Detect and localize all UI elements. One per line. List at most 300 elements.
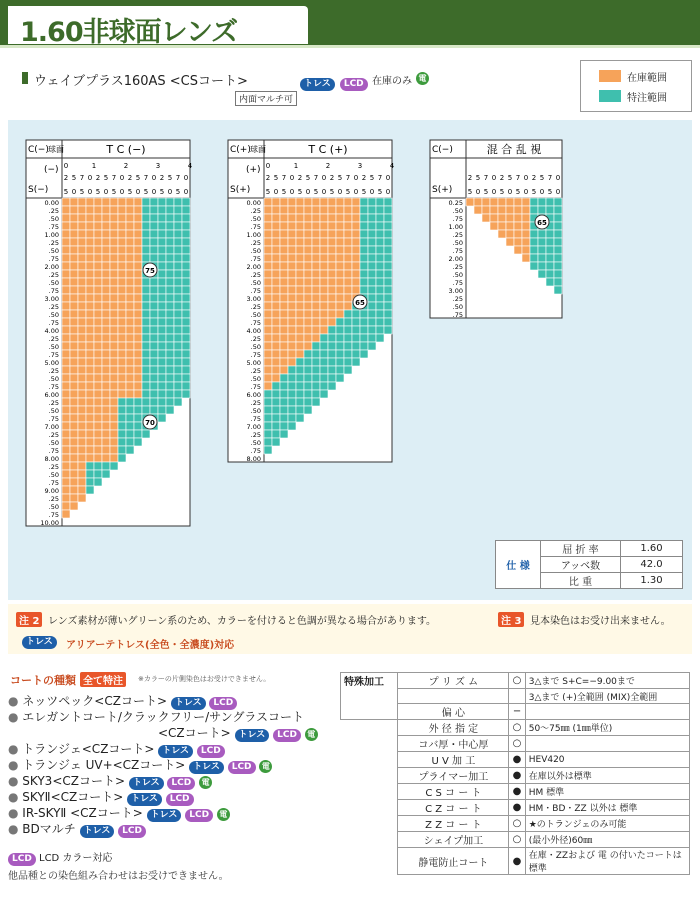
proc-v: 在庫・ZZおよび 電 の付いたコートは標準 — [525, 848, 689, 875]
range-cell — [150, 310, 158, 318]
range-cell — [336, 358, 344, 366]
range-cell — [94, 382, 102, 390]
range-cell — [142, 406, 150, 414]
range-cell — [490, 214, 498, 222]
range-cell — [134, 294, 142, 302]
range-cell — [62, 478, 70, 486]
range-cell — [336, 270, 344, 278]
range-cell — [78, 270, 86, 278]
range-cell — [94, 302, 102, 310]
range-cell — [554, 238, 562, 246]
row-label: .50 — [452, 303, 463, 311]
range-cell — [134, 286, 142, 294]
range-cell — [320, 334, 328, 342]
range-cell — [296, 238, 304, 246]
range-cell — [158, 342, 166, 350]
range-cell — [384, 318, 392, 326]
row-label: .25 — [48, 367, 59, 375]
proc-m: ● — [509, 784, 525, 800]
range-cell — [150, 222, 158, 230]
range-cell — [328, 318, 336, 326]
range-cell — [86, 350, 94, 358]
proc-k: プ リ ズ ム — [398, 673, 509, 689]
range-cell — [62, 246, 70, 254]
col-head-bot: 5 — [329, 188, 335, 196]
range-cell — [158, 318, 166, 326]
range-cell — [118, 350, 126, 358]
range-cell — [360, 214, 368, 222]
range-cell — [62, 486, 70, 494]
row-label: .25 — [250, 303, 261, 311]
range-cell — [134, 198, 142, 206]
range-cell — [182, 382, 190, 390]
range-cell — [70, 294, 78, 302]
range-cell — [296, 358, 304, 366]
coat-section — [0, 662, 690, 892]
range-cell — [384, 238, 392, 246]
range-cell — [86, 270, 94, 278]
row-label: .75 — [48, 351, 59, 359]
range-cell — [94, 230, 102, 238]
range-cell — [94, 478, 102, 486]
range-cell — [70, 214, 78, 222]
range-cell — [70, 438, 78, 446]
range-cell — [166, 238, 174, 246]
range-cell — [312, 198, 320, 206]
range-cell — [118, 246, 126, 254]
range-cell — [264, 302, 272, 310]
proc-m: ○ — [509, 736, 525, 752]
table-cell — [341, 832, 398, 848]
col-head-top: 4 — [187, 162, 193, 170]
range-cell — [288, 310, 296, 318]
range-cell — [546, 230, 554, 238]
proc-v: (最小外径)60㎜ — [525, 832, 689, 848]
range-cell — [110, 214, 118, 222]
range-cell — [158, 238, 166, 246]
col-head-bot: 0 — [385, 188, 391, 196]
range-cell — [304, 310, 312, 318]
range-cell — [272, 222, 280, 230]
col-head-bot: 5 — [531, 188, 537, 196]
range-cell — [126, 382, 134, 390]
col-head-mid: 7 — [143, 174, 149, 182]
col-head-bot: 0 — [305, 188, 311, 196]
row-label: .75 — [48, 255, 59, 263]
range-cell — [110, 254, 118, 262]
col-head-top: 3 — [155, 162, 161, 170]
range-cell — [94, 438, 102, 446]
range-cell — [288, 270, 296, 278]
range-cell — [272, 230, 280, 238]
range-cell — [264, 246, 272, 254]
range-cell — [118, 230, 126, 238]
row-label: .75 — [250, 447, 261, 455]
range-cell — [118, 366, 126, 374]
range-cell — [280, 230, 288, 238]
range-cell — [150, 246, 158, 254]
range-cell — [336, 254, 344, 262]
range-cell — [86, 406, 94, 414]
range-cell — [102, 390, 110, 398]
range-cell — [142, 230, 150, 238]
range-cell — [102, 414, 110, 422]
range-cell — [384, 270, 392, 278]
range-cell — [336, 230, 344, 238]
range-cell — [110, 302, 118, 310]
range-cell — [166, 246, 174, 254]
range-cell — [78, 302, 86, 310]
range-cell — [280, 238, 288, 246]
range-cell — [514, 206, 522, 214]
lcd-badge: LCD — [197, 745, 225, 758]
range-cell — [360, 342, 368, 350]
col-head-mid: 5 — [337, 174, 343, 182]
range-cell — [498, 198, 506, 206]
range-cell — [320, 214, 328, 222]
col-head-mid: 2 — [265, 174, 271, 182]
range-cell — [530, 246, 538, 254]
range-cell — [70, 286, 78, 294]
range-cell — [174, 294, 182, 302]
range-cell — [134, 222, 142, 230]
range-cell — [514, 198, 522, 206]
table-row — [341, 848, 690, 875]
row-label: .75 — [250, 223, 261, 231]
range-cell — [166, 318, 174, 326]
table-row — [341, 768, 690, 784]
range-cell — [118, 310, 126, 318]
coat-item — [8, 710, 338, 726]
range-cell — [344, 350, 352, 358]
range-cell — [142, 318, 150, 326]
range-cell — [86, 486, 94, 494]
range-cell — [474, 206, 482, 214]
range-cell — [272, 398, 280, 406]
specs-table — [495, 540, 690, 592]
row-label: .75 — [48, 383, 59, 391]
range-cell — [150, 294, 158, 302]
range-cell — [352, 358, 360, 366]
col-head-bot: 0 — [353, 188, 359, 196]
row-label: 4.00 — [44, 327, 59, 335]
col-head-mid: 2 — [297, 174, 303, 182]
range-cell — [384, 286, 392, 294]
row-label: .50 — [250, 279, 261, 287]
special-swatch — [599, 90, 621, 102]
range-cell — [272, 302, 280, 310]
row-label: .50 — [48, 503, 59, 511]
range-cell — [336, 366, 344, 374]
range-cell — [320, 286, 328, 294]
range-cell — [78, 286, 86, 294]
range-cell — [110, 374, 118, 382]
range-cell — [62, 214, 70, 222]
product-name: ウェイブプラス160AS <CSコート> — [34, 74, 248, 89]
range-cell — [312, 398, 320, 406]
range-cell — [272, 422, 280, 430]
range-cell — [280, 382, 288, 390]
range-cell — [94, 350, 102, 358]
range-cell — [102, 286, 110, 294]
range-cell — [142, 350, 150, 358]
range-cell — [554, 222, 562, 230]
range-cell — [182, 326, 190, 334]
range-cell — [328, 374, 336, 382]
range-cell — [78, 350, 86, 358]
range-cell — [506, 206, 514, 214]
range-cell — [158, 222, 166, 230]
range-cell — [62, 270, 70, 278]
row-label: .25 — [250, 399, 261, 407]
range-cell — [94, 374, 102, 382]
range-cell — [182, 294, 190, 302]
range-cell — [272, 294, 280, 302]
range-cell — [70, 278, 78, 286]
range-cell — [368, 286, 376, 294]
range-cell — [102, 198, 110, 206]
range-cell — [352, 238, 360, 246]
range-cell — [312, 358, 320, 366]
range-cell — [110, 422, 118, 430]
range-cell — [102, 326, 110, 334]
range-cell — [78, 318, 86, 326]
range-cell — [344, 230, 352, 238]
col-head-mid: 0 — [385, 174, 391, 182]
range-cell — [62, 286, 70, 294]
range-cell — [174, 278, 182, 286]
range-cell — [296, 374, 304, 382]
coat-item — [8, 694, 338, 710]
range-cell — [78, 422, 86, 430]
range-cell — [102, 470, 110, 478]
electric-mark-icon: 電 — [416, 72, 429, 85]
col-head-bot: 0 — [135, 188, 141, 196]
range-cell — [174, 238, 182, 246]
range-cell — [280, 358, 288, 366]
col-head-bot: 5 — [313, 188, 319, 196]
range-cell — [158, 414, 166, 422]
range-cell — [304, 342, 312, 350]
range-cell — [118, 406, 126, 414]
row-label: .25 — [452, 295, 463, 303]
range-cell — [368, 206, 376, 214]
range-cell — [514, 222, 522, 230]
range-cell — [304, 302, 312, 310]
range-cell — [522, 230, 530, 238]
range-cell — [126, 430, 134, 438]
range-cell — [288, 382, 296, 390]
range-cell — [174, 350, 182, 358]
row-label: .25 — [48, 399, 59, 407]
row-label: .50 — [48, 279, 59, 287]
range-cell — [272, 358, 280, 366]
tores-text: アリアーテトレス(全色・全濃度)対応 — [66, 640, 235, 651]
range-cell — [102, 270, 110, 278]
range-cell — [70, 206, 78, 214]
proc-m: ○ — [509, 832, 525, 848]
range-cell — [344, 326, 352, 334]
col-head-top: 0 — [265, 162, 271, 170]
range-cell — [110, 334, 118, 342]
range-cell — [182, 366, 190, 374]
range-cell — [110, 406, 118, 414]
range-cell — [320, 294, 328, 302]
range-cell — [336, 238, 344, 246]
range-cell — [78, 222, 86, 230]
row-label: .50 — [250, 439, 261, 447]
range-cell — [360, 222, 368, 230]
range-cell — [328, 230, 336, 238]
range-cell — [182, 278, 190, 286]
range-cell — [102, 238, 110, 246]
range-cell — [126, 342, 134, 350]
proc-v: 在庫以外は標準 — [525, 768, 689, 784]
range-cell — [110, 222, 118, 230]
range-cell — [110, 382, 118, 390]
range-cell — [352, 230, 360, 238]
table-row — [341, 736, 690, 752]
range-cell — [102, 246, 110, 254]
range-cell — [62, 446, 70, 454]
range-cell — [304, 366, 312, 374]
range-cell — [110, 358, 118, 366]
range-cell — [118, 414, 126, 422]
range-cell — [182, 286, 190, 294]
range-cell — [336, 286, 344, 294]
range-cell — [118, 326, 126, 334]
range-cell — [352, 342, 360, 350]
tores-badge: トレス — [129, 777, 164, 790]
range-cell — [344, 358, 352, 366]
range-cell — [118, 222, 126, 230]
range-cell — [110, 318, 118, 326]
range-cell — [554, 206, 562, 214]
range-cell — [482, 214, 490, 222]
lcd-badge: LCD — [340, 78, 368, 91]
range-cell — [78, 198, 86, 206]
range-cell — [70, 198, 78, 206]
range-cell — [320, 254, 328, 262]
range-cell — [182, 254, 190, 262]
range-cell — [328, 326, 336, 334]
range-cell — [110, 246, 118, 254]
range-cell — [280, 398, 288, 406]
range-cell — [182, 238, 190, 246]
range-cell — [272, 438, 280, 446]
range-cell — [360, 270, 368, 278]
range-cell — [134, 206, 142, 214]
range-cell — [142, 382, 150, 390]
range-cell — [102, 214, 110, 222]
range-cell — [94, 422, 102, 430]
range-cell — [126, 398, 134, 406]
range-cell — [320, 342, 328, 350]
range-cell — [296, 406, 304, 414]
range-cell — [514, 238, 522, 246]
row-label: .75 — [48, 319, 59, 327]
col-head-mid: 2 — [63, 174, 69, 182]
range-cell — [304, 230, 312, 238]
range-cell — [352, 214, 360, 222]
range-cell — [126, 262, 134, 270]
col-head-bot: 0 — [321, 188, 327, 196]
range-cell — [368, 334, 376, 342]
range-cell — [360, 198, 368, 206]
range-cell — [376, 286, 384, 294]
proc-v: 50〜75㎜ (1㎜単位) — [525, 720, 689, 736]
range-cell — [368, 230, 376, 238]
coat-item — [8, 758, 338, 774]
range-cell — [86, 278, 94, 286]
range-cell — [126, 198, 134, 206]
range-cell — [70, 390, 78, 398]
row-label: 2.00 — [246, 263, 261, 271]
page-header — [0, 0, 700, 48]
range-cell — [288, 222, 296, 230]
range-cell — [78, 310, 86, 318]
col-head-bot: 0 — [337, 188, 343, 196]
col-head-bot: 5 — [547, 188, 553, 196]
range-cell — [142, 198, 150, 206]
col-head-top: 4 — [389, 162, 395, 170]
col-head-mid: 5 — [507, 174, 513, 182]
range-cell — [344, 366, 352, 374]
col-head-bot: 5 — [483, 188, 489, 196]
col-head-mid: 5 — [71, 174, 77, 182]
range-cell — [280, 270, 288, 278]
range-cell — [118, 254, 126, 262]
range-cell — [376, 254, 384, 262]
range-cell — [166, 286, 174, 294]
row-label: .75 — [48, 287, 59, 295]
tores-badge: トレス — [80, 825, 115, 838]
range-cell — [368, 302, 376, 310]
range-cell — [158, 246, 166, 254]
range-cell — [538, 254, 546, 262]
range-cell — [336, 198, 344, 206]
range-cell — [158, 398, 166, 406]
col-head-bot: 5 — [467, 188, 473, 196]
range-cell — [328, 222, 336, 230]
range-cell — [264, 270, 272, 278]
lcd-note — [8, 849, 112, 866]
col-head-bot: 0 — [119, 188, 125, 196]
electric-mark-icon: 電 — [199, 776, 212, 789]
range-cell — [514, 246, 522, 254]
range-cell — [264, 222, 272, 230]
range-cell — [150, 334, 158, 342]
range-cell — [312, 310, 320, 318]
range-cell — [62, 310, 70, 318]
range-cell — [280, 342, 288, 350]
range-cell — [320, 206, 328, 214]
range-cell — [304, 246, 312, 254]
range-cell — [150, 326, 158, 334]
col-head-mid: 2 — [159, 174, 165, 182]
col-head-top: 2 — [123, 162, 129, 170]
range-cell — [62, 422, 70, 430]
range-cell — [62, 342, 70, 350]
range-cell — [94, 406, 102, 414]
range-cell — [86, 366, 94, 374]
range-cell — [272, 262, 280, 270]
col-head-mid: 7 — [515, 174, 521, 182]
range-cell — [78, 214, 86, 222]
col-head-mid: 7 — [175, 174, 181, 182]
table-row — [341, 720, 690, 736]
range-cell — [182, 374, 190, 382]
